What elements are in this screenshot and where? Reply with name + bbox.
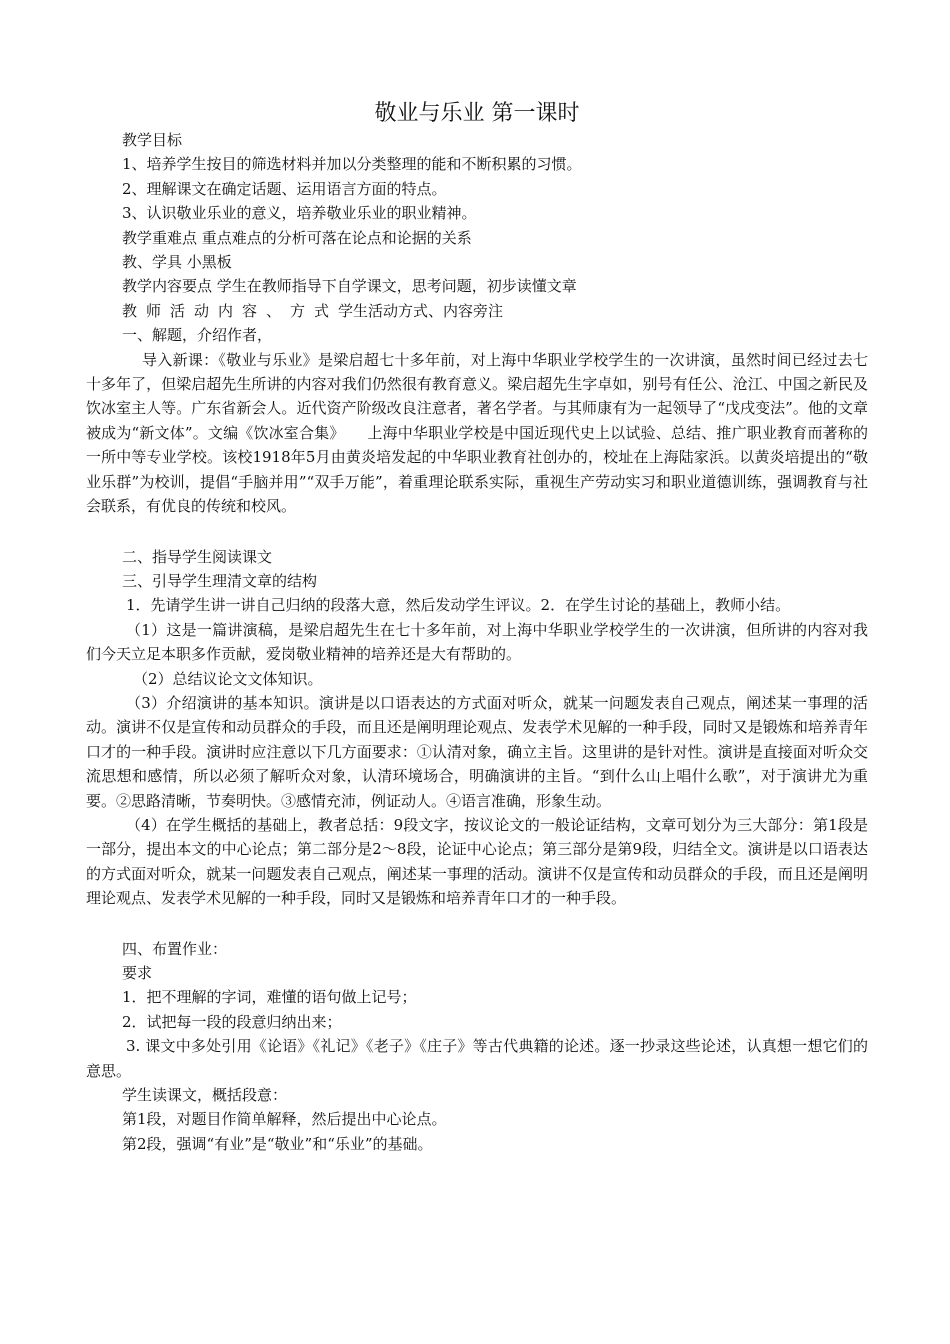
objective-item: 1、培养学生按目的筛选材料并加以分类整理的能和不断积累的习惯。 bbox=[122, 155, 582, 174]
summary-item: 第2段，强调“有业”是“敬业”和“乐业”的基础。 bbox=[122, 1134, 433, 1153]
key-points: 教学重难点 重点难点的分析可落在论点和论据的关系 bbox=[122, 228, 472, 247]
activity-header bbox=[86, 299, 868, 323]
student-activity-label: 学生活动方式、内容旁注 bbox=[338, 301, 504, 320]
spacer bbox=[86, 519, 868, 545]
section3-paragraph: （1）这是一篇讲演稿，是梁启超先生在七十多年前，对上海中华职业学校学生的一次讲演，但所讲的内容对我们今天立足本职多作贡献，爱岗敬业精神的培养还是大有帮助的。 bbox=[86, 620, 868, 664]
homework-requirement: 要求 bbox=[122, 964, 153, 982]
homework-item: 2．试把每一段的段意归纳出来； bbox=[122, 1012, 342, 1031]
objectives-heading: 教学目标 bbox=[122, 131, 183, 149]
objective-item: 2、理解课文在确定话题、运用语言方面的特点。 bbox=[122, 179, 447, 198]
homework-item: 3. 课文中多处引用《论语》《礼记》《老子》《庄子》等古代典籍的论述。逐一抄录这些论述，认真想一想它们的意思。 bbox=[86, 1037, 868, 1080]
summary-item: 第1段，对题目作简单解释，然后提出中心论点。 bbox=[122, 1110, 447, 1129]
page-title: 敬业与乐业 第一课时 bbox=[374, 101, 580, 126]
section3-paragraph: （4）在学生概括的基础上，教者总括：9段文字，按议论文的一般论证结构，文章可划分为三大部分：第1段是一部分，提出本文的中心论点；第二部分是2～8段，论证中心论点；第三部分是第9段，归结全文。演讲是以口语表达的方式面对听众，就某一问题发表自己观点，阐述某一事理的活动。演讲不仅是宣传和动员群众的手段，而且还是阐明理论观点、发表学术见解的一种手段，同时又是锻炼和培养青年口才的一种手段。 bbox=[86, 815, 868, 908]
objective-item: 3、认识敬业乐业的意义，培养敬业乐业的职业精神。 bbox=[122, 204, 477, 223]
section4-heading: 四、布置作业： bbox=[122, 939, 228, 958]
teacher-activity-label: 教师活动内容、方式 bbox=[122, 301, 339, 320]
section3-heading: 三、引导学生理清文章的结构 bbox=[122, 571, 318, 590]
section3-paragraph: 1．先请学生讲一讲自己归纳的段落大意，然后发动学生评议。2．在学生讨论的基础上，教师小结。 bbox=[126, 596, 791, 615]
summary-heading: 学生读课文，概括段意： bbox=[122, 1086, 288, 1105]
spacer bbox=[86, 911, 868, 937]
section2-heading: 二、指导学生阅读课文 bbox=[122, 547, 273, 566]
teaching-tools: 教、学具 小黑板 bbox=[122, 253, 232, 272]
section3-paragraph: （2）总结议论文文体知识。 bbox=[133, 669, 323, 688]
homework-item: 1．把不理解的字词，难懂的语句做上记号； bbox=[122, 988, 417, 1007]
section3-paragraph: （3）介绍演讲的基本知识。演讲是以口语表达的方式面对听众，就某一问题发表自己观点，阐述某一事理的活动。演讲不仅是宣传和动员群众的手段，而且还是阐明理论观点、发表学术见解的一种手段，同时又是锻炼和培养青年口才的一种手段。演讲时应注意以下几方面要求：①认清对象，确立主旨。这里讲的是针对性。演讲是直接面对听众交流思想和感情，所以必须了解听众对象，认清环境场合，明确演讲的主旨。“到什么山上唱什么歌”，对于演讲尤为重要。②思路清晰，节奏明快。③感情充沛，例证动人。④语言准确，形象生动。 bbox=[86, 693, 868, 810]
section1-paragraph: 导入新课：《敬业与乐业》是梁启超七十多年前，对上海中华职业学校学生的一次讲演，虽然时间已经过去七十多年了，但梁启超先生所讲的内容对我们仍然很有教育意义。梁启超先生字卓如，别号有任公、沧江、中国之新民及饮冰室主人等。广东省新会人。近代资产阶级改良注意者，著名学者。与其师康有为一起领导了“戊戌变法”。他的文章被成为“新文体”。文编《饮冰室合集》 上海中华职业学校是中国近现代史上以试验、总结、推广职业教育而著称的一所中等专业学校。该校1918年5月由黄炎培发起的中华职业教育社创办的，校址在上海陆家浜。以黄炎培提出的“敬业乐群”为校训，提倡“手脑并用”“双手万能”，着重理论联系实际，重视生产劳动实习和职业道德训练，强调教育与社会联系，有优良的传统和校风。 bbox=[86, 350, 868, 516]
content-points: 教学内容要点 学生在教师指导下自学课文，思考问题，初步读懂文章 bbox=[122, 277, 577, 296]
section1-heading: 一、解题，介绍作者， bbox=[122, 326, 273, 345]
document-page bbox=[86, 96, 868, 1156]
